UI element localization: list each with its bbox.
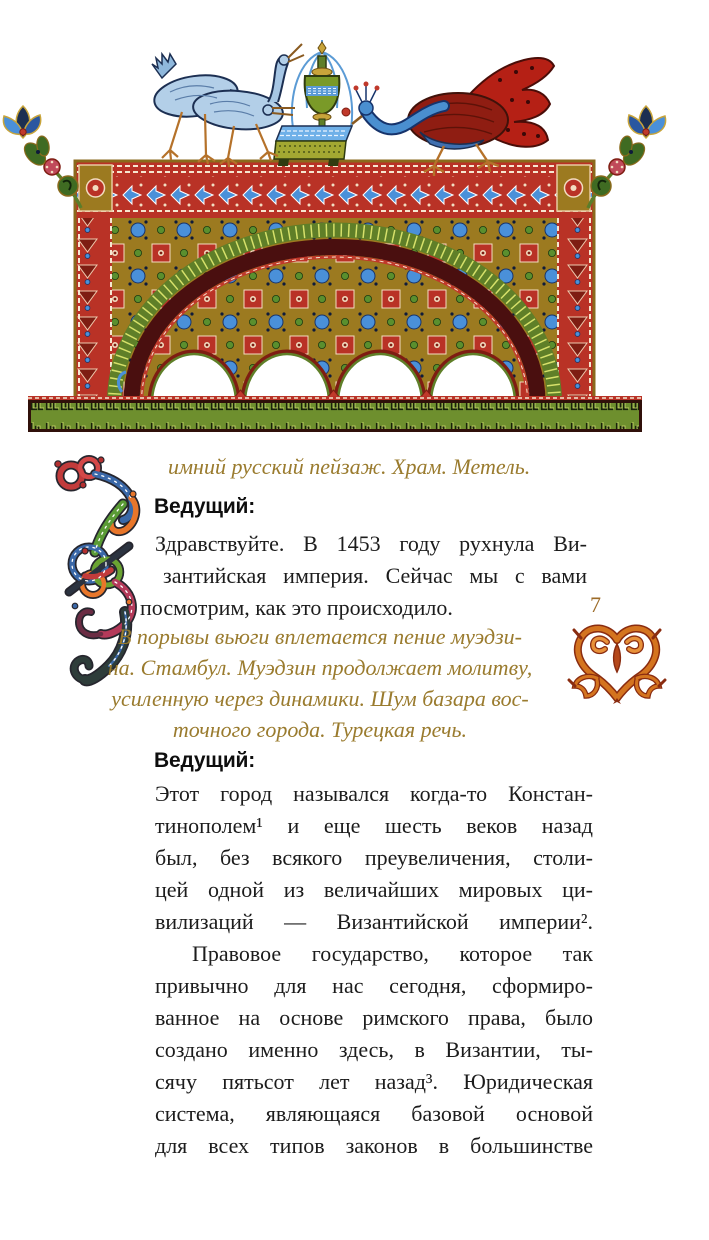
paragraph1-line: посмотрим, как это происходило. (140, 595, 453, 620)
paragraph2-line: цей одной из величайших мировых ци- (155, 877, 593, 902)
opening-stage-direction: имний русский пейзаж. Храм. Метель. (168, 454, 531, 479)
paragraph3-line: сячу пятьсот лет назад³. Юридическая (155, 1069, 593, 1094)
paragraph3-line: создано именно здесь, в Византии, ты- (155, 1037, 593, 1062)
paragraph2-line: тинополем¹ и еще шесть веков назад (155, 813, 593, 838)
paragraph3-line: для всех типов законов в большинстве (155, 1133, 593, 1158)
headpiece-illustration (0, 0, 709, 440)
paragraph2-line: был, без всякого преувеличения, столи- (155, 845, 593, 870)
stage-direction-block (58, 621, 582, 745)
peacock-icon (352, 58, 554, 176)
page-number: 7 (590, 592, 601, 617)
stage-line: точного города. Турецкая речь. (172, 717, 468, 742)
arch-panel (75, 161, 594, 404)
paragraph-2 (155, 778, 593, 938)
paragraph3-line: привычно для нас сегодня, сформиро- (155, 973, 593, 998)
paragraph3-line: Правовое государство, которое так (192, 941, 593, 966)
stage-line: на. Стамбул. Муэдзин продолжает молитву, (107, 655, 533, 680)
base-bar (28, 396, 642, 432)
paragraph1-line: Здравствуйте. В 1453 году рухнула Ви- (155, 531, 587, 556)
paragraph2-line: вилизаций — Византийской империи². (155, 909, 593, 934)
paragraph1-line: зантийская империя. Сейчас мы с вами (163, 563, 587, 588)
speaker-label-2: Ведущий: (154, 749, 256, 772)
paragraph-3 (155, 938, 593, 1162)
speaker-label-1: Ведущий: (154, 495, 256, 518)
stage-line: В порывы вьюги вплетается пение муэдзи- (117, 624, 523, 649)
paragraph2-line: Этот город назывался когда-то Констан- (155, 781, 593, 806)
corner-flower-left-icon (3, 106, 81, 208)
corner-flower-right-icon (588, 106, 666, 208)
paragraph3-line: система, являющаяся базовой основой (155, 1101, 593, 1126)
paragraph3-line: ванное на основе римского права, было (155, 1005, 593, 1030)
stage-line: усиленную через динамики. Шум базара вос- (111, 686, 529, 711)
